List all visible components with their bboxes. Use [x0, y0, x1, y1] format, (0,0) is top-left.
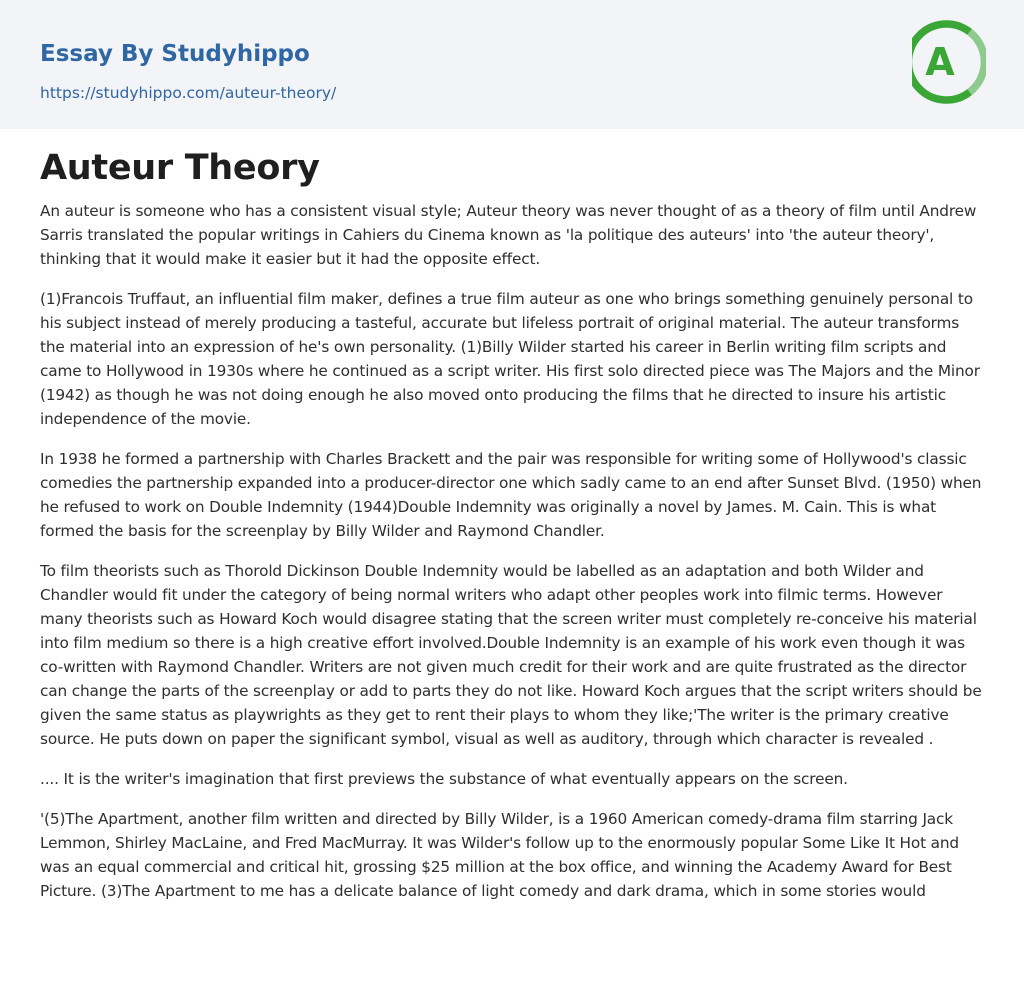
paragraph-2: (1)Francois Truffaut, an influential film maker, defines a true film auteur as one who brings something genuinely personal to his subject instead of merely producing a tasteful, accurate but lifeless portrait of original material. The auteur transforms the material into an expression of he's own personality. (1)Billy Wilder started his career in Berlin writing film scripts and came to Hollywood in 1930s where he continued as a script writer. His first solo directed piece was The Majors and the Minor (1942) as though he was not doing enough he also moved onto producing the films that he directed to insure his artistic independence of the movie.: [40, 290, 980, 428]
paragraph-3: In 1938 he formed a partnership with Charles Brackett and the pair was responsible for writing some of Hollywood's classic comedies the partnership expanded into a producer-director one which sadly came to an end after Sunset Blvd. (1950) when he refused to work on Double Indemnity (1944)Double Indemnity was originally a novel by James. M. Cain. This is what formed the basis for the screenplay by Billy Wilder and Raymond Chandler.: [40, 450, 982, 540]
article-body: [0, 129, 1024, 903]
brand-title[interactable]: Essay By Studyhippo: [40, 41, 310, 67]
site-header: [0, 0, 1024, 129]
paragraph-1: An auteur is someone who has a consistent visual style; Auteur theory was never thought of as a theory of film until Andrew Sarris translated the popular writings in Cahiers du Cinema known as 'la politique des auteurs' into 'the auteur theory', thinking that it would make it easier but it had the opposite effect.: [40, 202, 977, 268]
paragraph-4: To film theorists such as Thorold Dickinson Double Indemnity would be labelled as an adaptation and both Wilder and Chandler would fit under the category of being normal writers who adapt other peoples work into filmic terms. However many theorists such as Howard Koch would disagree stating that the screen writer must completely re-conceive his material into film medium so there is a high creative effort involved.Double Indemnity is an example of his work even though it was co-written with Raymond Chandler. Writers are not given much credit for their work and are quite frustrated as the director can change the parts of the screenplay or add to parts they do not like. Howard Koch argues that the script writers should be given the same status as playwrights as they get to rent their plays to whom they like;'The writer is the primary creative source. He puts down on paper the significant symbol, visual as well as auditory, through which character is revealed .: [40, 562, 982, 748]
page-title: Auteur Theory: [40, 148, 320, 188]
source-url-link[interactable]: https://studyhippo.com/auteur-theory/: [40, 84, 337, 102]
paragraph-6: '(5)The Apartment, another film written and directed by Billy Wilder, is a 1960 American comedy-drama film starring Jack Lemmon, Shirley MacLaine, and Fred MacMurray. It was Wilder's follow up to the enormously popular Some Like It Hot and was an equal commercial and critical hit, grossing $25 million at the box office, and winning the Academy Award for Best Picture. (3)The Apartment to me has a delicate balance of light comedy and dark drama, which in some stories would: [40, 810, 959, 900]
paragraph-5: .... It is the writer's imagination that first previews the substance of what eventually appears on the screen.: [40, 770, 848, 788]
logo-letter: A: [925, 40, 955, 84]
studyhippo-logo-icon[interactable]: [912, 19, 986, 105]
